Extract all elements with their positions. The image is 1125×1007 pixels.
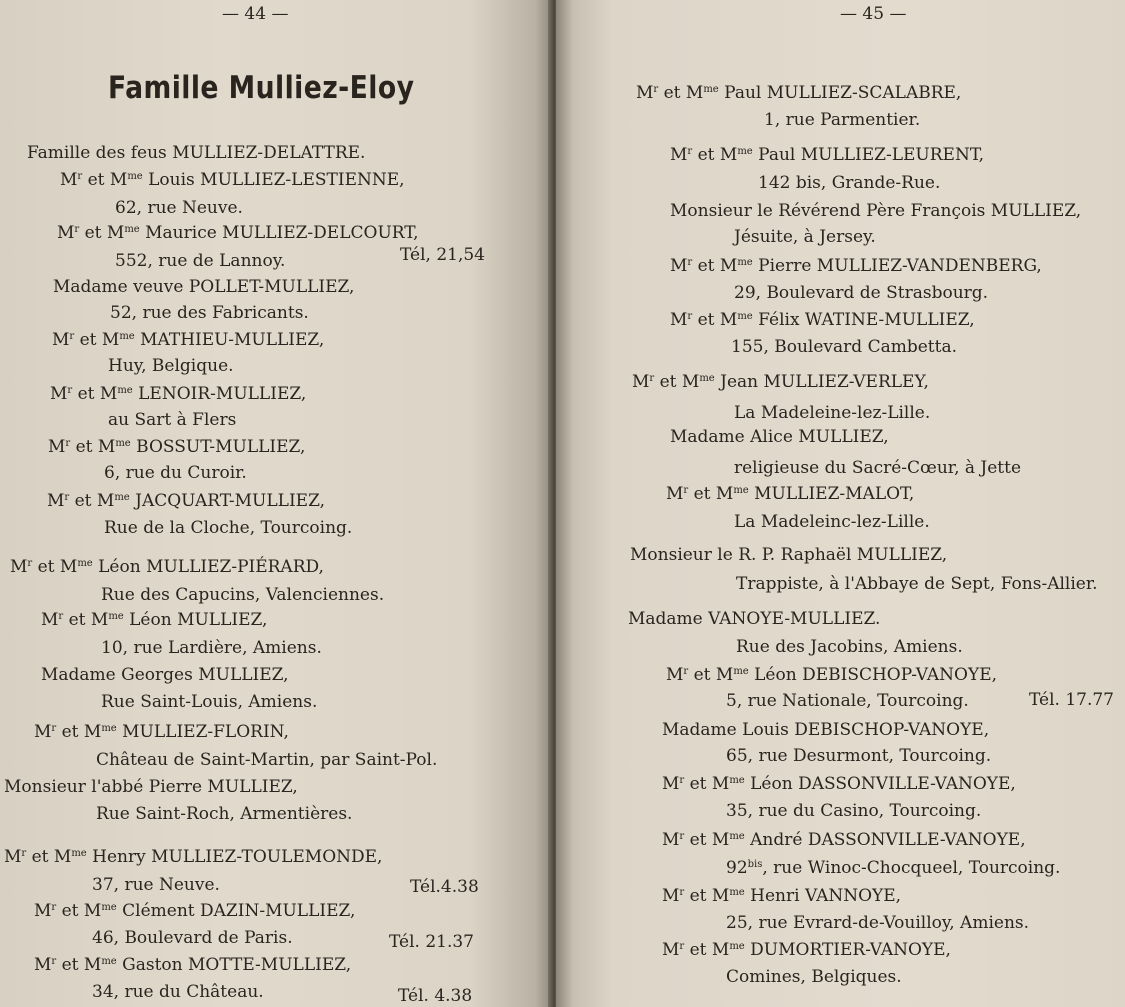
honorific: $M^r$	[662, 774, 685, 794]
entry-name-line: $M^r$ et $M^{me}$ Jean MULLIEZ-VERLEY,	[632, 372, 929, 392]
entry-address: Rue de la Cloche, Tourcoing.	[104, 518, 353, 538]
page-title: Famille Mulliez-Eloy	[108, 70, 415, 106]
honorific: $M^{me}$	[711, 886, 745, 906]
entry-address: Trappiste, à l'Abbaye de Sept, Fons-Allier.	[736, 574, 1098, 594]
honorific: $M^r$	[34, 955, 57, 975]
entry-name-line: Madame Louis DEBISCHOP-VANOYE,	[662, 720, 990, 740]
entry-name-line: $M^r$ et $M^{me}$ MULLIEZ-MALOT,	[666, 484, 915, 504]
honorific: $M^{me}$	[715, 665, 749, 685]
honorific: $M^r$	[662, 830, 685, 850]
honorific: $M^{me}$	[59, 557, 93, 577]
honorific: $M^{me}$	[719, 145, 753, 165]
entry-name-line: $M^r$ et $M^{me}$ Maurice MULLIEZ-DELCOURT,	[57, 223, 419, 243]
entry-address: Jésuite, à Jersey.	[734, 227, 876, 247]
entry-address: Rue Saint-Louis, Amiens.	[101, 692, 318, 712]
honorific: $M^r$	[666, 665, 689, 685]
entry-address: Rue des Capucins, Valenciennes.	[101, 585, 385, 605]
entry-name-line: $M^r$ et $M^{me}$ Louis MULLIEZ-LESTIENNE,	[60, 170, 405, 190]
entry-name-line: Madame VANOYE-MULLIEZ.	[628, 609, 881, 629]
entry-name-line: $M^r$ et $M^{me}$ BOSSUT-MULLIEZ,	[48, 437, 306, 457]
honorific: $M^{me}$	[685, 83, 719, 103]
page-number: — 44 —	[222, 4, 289, 24]
entry-name-line: Madame Alice MULLIEZ,	[670, 427, 889, 447]
honorific: $M^r$	[34, 901, 57, 921]
left-page	[0, 0, 552, 1007]
honorific: $M^r$	[50, 384, 73, 404]
entry-address: 52, rue des Fabricants.	[110, 303, 309, 323]
entry-address: Rue des Jacobins, Amiens.	[736, 637, 963, 657]
honorific: $M^{me}$	[83, 901, 117, 921]
honorific: $M^{me}$	[715, 484, 749, 504]
page-number: — 45 —	[840, 4, 907, 24]
honorific: $M^r$	[670, 310, 693, 330]
entry-name-line: $M^r$ et $M^{me}$ DUMORTIER-VANOYE,	[662, 940, 951, 960]
entry-address: 25, rue Evrard-de-Vouilloy, Amiens.	[726, 913, 1030, 933]
entry-name-line: $M^r$ et $M^{me}$ MULLIEZ-FLORIN,	[34, 722, 289, 742]
entry-address: 34, rue du Château.	[92, 982, 264, 1002]
entry-address: Château de Saint-Martin, par Saint-Pol.	[96, 750, 438, 770]
honorific: $M^{me}$	[711, 940, 745, 960]
honorific: $M^r$	[60, 170, 83, 190]
honorific: $M^{me}$	[96, 491, 130, 511]
entry-telephone: Tél. 4.38	[398, 986, 473, 1006]
honorific: $M^{me}$	[711, 830, 745, 850]
entry-name-line: $M^r$ et $M^{me}$ Henri VANNOYE,	[662, 886, 902, 906]
entry-name-line: Famille des feus MULLIEZ-DELATTRE.	[27, 143, 366, 163]
honorific: $M^{me}$	[53, 847, 87, 867]
entry-address: 142 bis, Grande-Rue.	[758, 173, 941, 193]
entry-name-line: $M^r$ et $M^{me}$ Henry MULLIEZ-TOULEMONDE,	[4, 847, 383, 867]
honorific: $M^{me}$	[83, 955, 117, 975]
honorific: $M^{me}$	[681, 372, 715, 392]
honorific: $M^{me}$	[83, 722, 117, 742]
entry-name-line: Monsieur l'abbé Pierre MULLIEZ,	[4, 777, 298, 797]
entry-address: Rue Saint-Roch, Armentières.	[96, 804, 353, 824]
entry-address: 29, Boulevard de Strasbourg.	[734, 283, 989, 303]
entry-name-line: $M^r$ et $M^{me}$ Paul MULLIEZ-LEURENT,	[670, 145, 985, 165]
honorific: $M^r$	[4, 847, 27, 867]
entry-address: 65, rue Desurmont, Tourcoing.	[726, 746, 992, 766]
honorific: $M^{me}$	[90, 610, 124, 630]
entry-address: Comines, Belgiques.	[726, 967, 902, 987]
entry-name-line: $M^r$ et $M^{me}$ Clément DAZIN-MULLIEZ,	[34, 901, 356, 921]
honorific: $M^r$	[632, 372, 655, 392]
entry-name-line: $M^r$ et $M^{me}$ Léon MULLIEZ-PIÉRARD,	[10, 557, 324, 577]
entry-address: La Madeleinc-lez-Lille.	[734, 512, 930, 532]
entry-telephone: Tél. 17.77	[1029, 690, 1114, 710]
entry-name-line: Madame veuve POLLET-MULLIEZ,	[53, 277, 355, 297]
honorific: $M^r$	[636, 83, 659, 103]
honorific: $M^r$	[662, 886, 685, 906]
entry-name-line: $M^r$ et $M^{me}$ LENOIR-MULLIEZ,	[50, 384, 307, 404]
honorific: $M^r$	[670, 145, 693, 165]
honorific: $M^r$	[34, 722, 57, 742]
honorific: $M^{me}$	[101, 330, 135, 350]
honorific: $M^{me}$	[109, 170, 143, 190]
entry-name-line: Madame Georges MULLIEZ,	[41, 665, 289, 685]
entry-address: 1, rue Parmentier.	[764, 110, 921, 130]
entry-address: 35, rue du Casino, Tourcoing.	[726, 801, 982, 821]
entry-address: 10, rue Lardière, Amiens.	[101, 638, 322, 658]
entry-name-line: $M^r$ et $M^{me}$ Félix WATINE-MULLIEZ,	[670, 310, 975, 330]
entry-name-line: $M^r$ et $M^{me}$ André DASSONVILLE-VANOYE,	[662, 830, 1026, 850]
honorific: $M^{me}$	[711, 774, 745, 794]
entry-address: 155, Boulevard Cambetta.	[731, 337, 957, 357]
entry-address: au Sart à Flers	[108, 410, 237, 430]
honorific: $M^{me}$	[719, 256, 753, 276]
entry-address: La Madeleine-lez-Lille.	[734, 403, 931, 423]
entry-address: religieuse du Sacré-Cœur, à Jette	[734, 458, 1022, 478]
honorific: $M^{me}$	[99, 384, 133, 404]
entry-telephone: Tél. 21.37	[389, 932, 474, 952]
entry-name-line: $M^r$ et $M^{me}$ Léon MULLIEZ,	[41, 610, 268, 630]
honorific: $M^r$	[48, 437, 71, 457]
entry-name-line: $M^r$ et $M^{me}$ Léon DASSONVILLE-VANOYE,	[662, 774, 1016, 794]
entry-telephone: Tél.4.38	[410, 877, 479, 897]
entry-name-line: $M^r$ et $M^{me}$ Gaston MOTTE-MULLIEZ,	[34, 955, 352, 975]
honorific: $M^{me}$	[106, 223, 140, 243]
entry-address: 5, rue Nationale, Tourcoing.	[726, 691, 969, 711]
entry-address: 6, rue du Curoir.	[104, 463, 247, 483]
entry-address: 62, rue Neuve.	[115, 198, 243, 218]
entry-name-line: $M^r$ et $M^{me}$ MATHIEU-MULLIEZ,	[52, 330, 325, 350]
honorific: $M^r$	[41, 610, 64, 630]
entry-address: 46, Boulevard de Paris.	[92, 928, 293, 948]
entry-name-line: $M^r$ et $M^{me}$ JACQUART-MULLIEZ,	[47, 491, 326, 511]
honorific: $M^{me}$	[97, 437, 131, 457]
entry-name-line: $M^r$ et $M^{me}$ Paul MULLIEZ-SCALABRE,	[636, 83, 962, 103]
entry-name-line: $M^r$ et $M^{me}$ Léon DEBISCHOP-VANOYE,	[666, 665, 998, 685]
honorific: $M^r$	[47, 491, 70, 511]
honorific: $M^r$	[666, 484, 689, 504]
entry-address: 552, rue de Lannoy.	[115, 251, 286, 271]
entry-address: 37, rue Neuve.	[92, 875, 220, 895]
entry-name-line: Monsieur le Révérend Père François MULLIEZ,	[670, 201, 1082, 221]
entry-name-line: $M^r$ et $M^{me}$ Pierre MULLIEZ-VANDENBERG,	[670, 256, 1042, 276]
entry-telephone: Tél, 21,54	[400, 245, 485, 265]
entry-address: $92^{bis}$, rue Winoc-Chocqueel, Tourcoing.	[726, 858, 1061, 878]
honorific: $M^r$	[52, 330, 75, 350]
honorific: $M^r$	[10, 557, 33, 577]
right-page	[556, 0, 1125, 1007]
honorific: $M^r$	[670, 256, 693, 276]
honorific: $M^r$	[662, 940, 685, 960]
honorific: $M^r$	[57, 223, 80, 243]
honorific: $M^{me}$	[719, 310, 753, 330]
entry-address: Huy, Belgique.	[108, 356, 234, 376]
entry-name-line: Monsieur le R. P. Raphaël MULLIEZ,	[630, 545, 948, 565]
